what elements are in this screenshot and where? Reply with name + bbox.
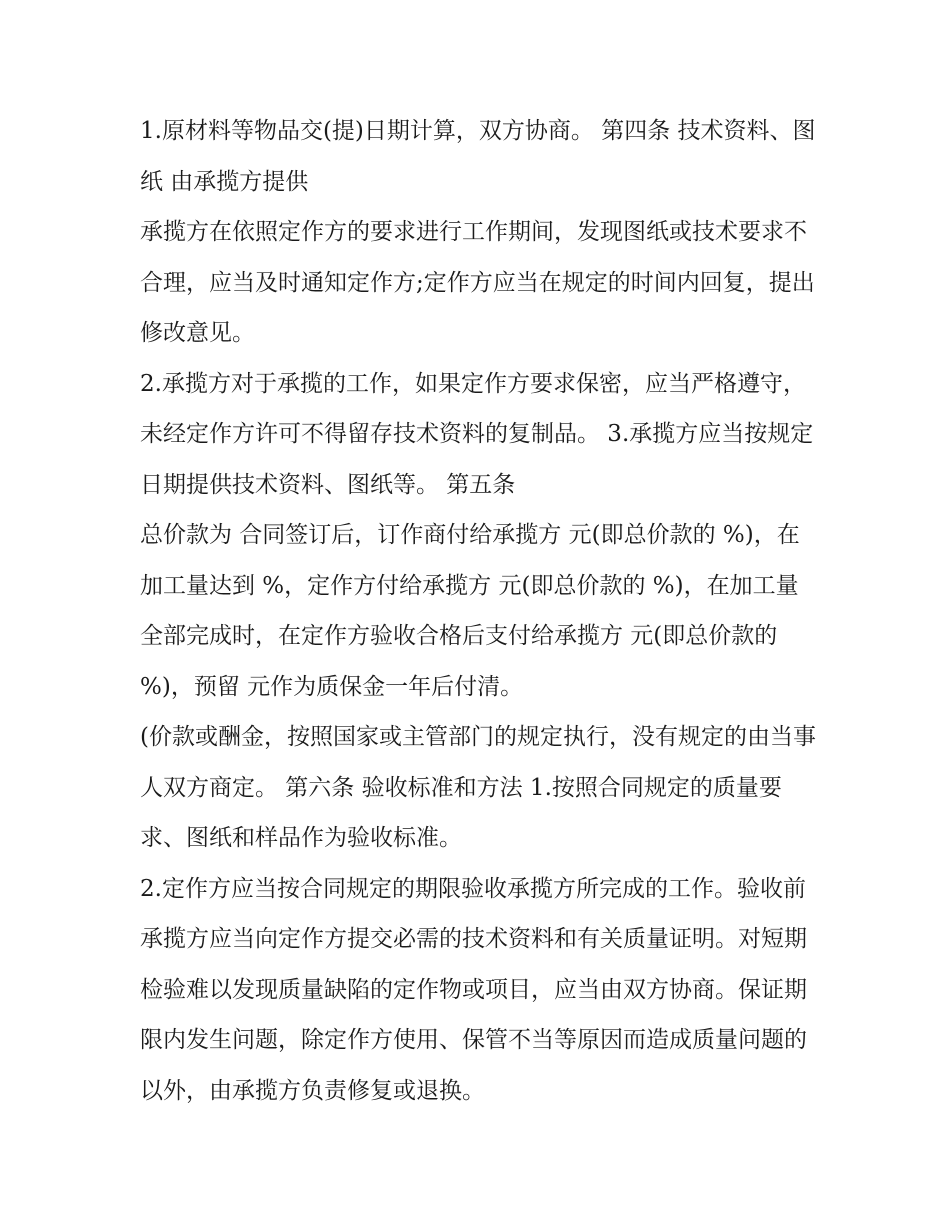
document-body <box>140 106 820 1116</box>
paragraph-payment-terms: 总价款为 合同签订后，订作商付给承揽方 元(即总价款的 %)，在加工量达到 %，定作方付给承揽方 元(即总价款的 %)，在加工量全部完成时，在定作方验收合格后支付给承揽方 元(即总价款的 %)，预留 元作为质保金一年后付清。 <box>140 522 800 700</box>
paragraph-price-rules: (价款或酬金，按照国家或主管部门的规定执行，没有规定的由当事人双方商定。 第六条 验收标准和方法 1.按照合同规定的质量要求、图纸和样品作为验收标准。 <box>140 724 816 851</box>
paragraph-acceptance: 2.定作方应当按合同规定的期限验收承揽方所完成的工作。验收前承揽方应当向定作方提交必需的技术资料和有关质量证明。对短期检验难以发现质量缺陷的定作物或项目，应当由双方协商。保证期限内发生问题，除定作方使用、保管不当等原因而造成质量问题的以外，由承揽方负责修复或退换。 <box>140 875 807 1104</box>
paragraph-confidentiality: 2.承揽方对于承揽的工作，如果定作方要求保密，应当严格遵守，未经定作方许可不得留存技术资料的复制品。 3.承揽方应当按规定日期提供技术资料、图纸等。 第五条 <box>140 370 814 498</box>
paragraph-delivery-date: 1.原材料等物品交(提)日期计算，双方协商。 第四条 技术资料、图纸 由承揽方提供 <box>140 118 816 195</box>
paragraph-drawing-notice: 承揽方在依照定作方的要求进行工作期间，发现图纸或技术要求不合理，应当及时通知定作方;定作方应当在规定的时间内回复，提出修改意见。 <box>140 219 815 346</box>
